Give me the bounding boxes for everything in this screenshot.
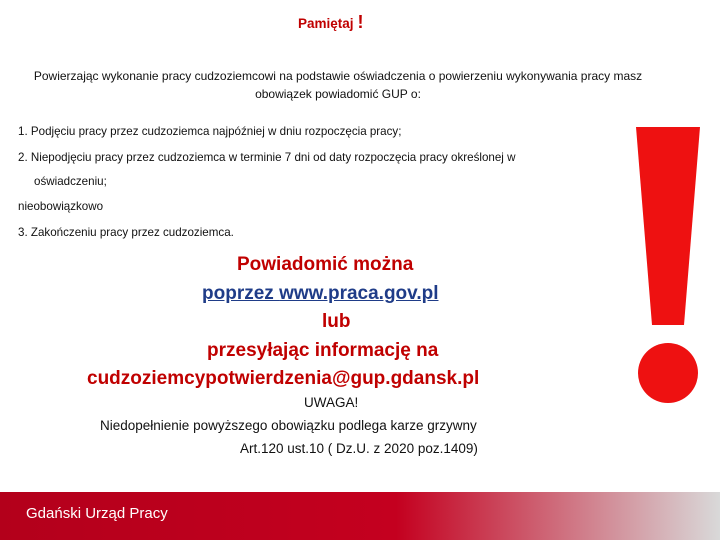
exclamation-icon bbox=[628, 125, 708, 407]
website-link[interactable]: www.praca.gov.pl bbox=[279, 283, 439, 304]
legal-reference: Art.120 ust.10 ( Dz.U. z 2020 poz.1409) bbox=[240, 441, 478, 456]
footer-bar bbox=[0, 492, 720, 540]
page-title bbox=[298, 12, 364, 33]
email-address[interactable]: cudzoziemcypotwierdzenia@gup.gdansk.pl bbox=[87, 368, 480, 389]
title-exclamation: ! bbox=[357, 12, 364, 32]
notify-send-info: przesyłając informację na bbox=[207, 340, 439, 361]
optional-label: nieobowiązkowo bbox=[18, 200, 104, 213]
warning-text: Niedopełnienie powyższego obowiązku podlega karze grzywny bbox=[100, 418, 477, 433]
footer-brand: Gdański Urząd Pracy bbox=[26, 505, 168, 522]
notify-link-prefix: poprzez bbox=[202, 283, 280, 304]
list-item-1: 1. Podjęciu pracy przez cudzoziemca najpóźniej w dniu rozpoczęcia pracy; bbox=[18, 125, 402, 138]
list-item-3: 3. Zakończeniu pracy przez cudzoziemca. bbox=[18, 226, 234, 239]
warning-label: UWAGA! bbox=[304, 395, 359, 410]
intro-paragraph: Powierzając wykonanie pracy cudzoziemcowi na podstawie oświadczenia o powierzeniu wykonywania pracy masz obowiązek powiadomić GUP o: bbox=[33, 69, 643, 101]
notify-or: lub bbox=[322, 311, 351, 332]
title-text: Pamiętaj bbox=[298, 16, 354, 31]
notify-link-line bbox=[202, 283, 438, 305]
list-item-2-continued: oświadczeniu; bbox=[34, 175, 107, 188]
notify-heading: Powiadomić można bbox=[237, 254, 414, 275]
list-item-2: 2. Niepodjęciu pracy przez cudzoziemca w terminie 7 dni od daty rozpoczęcia pracy określonej w bbox=[18, 151, 516, 164]
